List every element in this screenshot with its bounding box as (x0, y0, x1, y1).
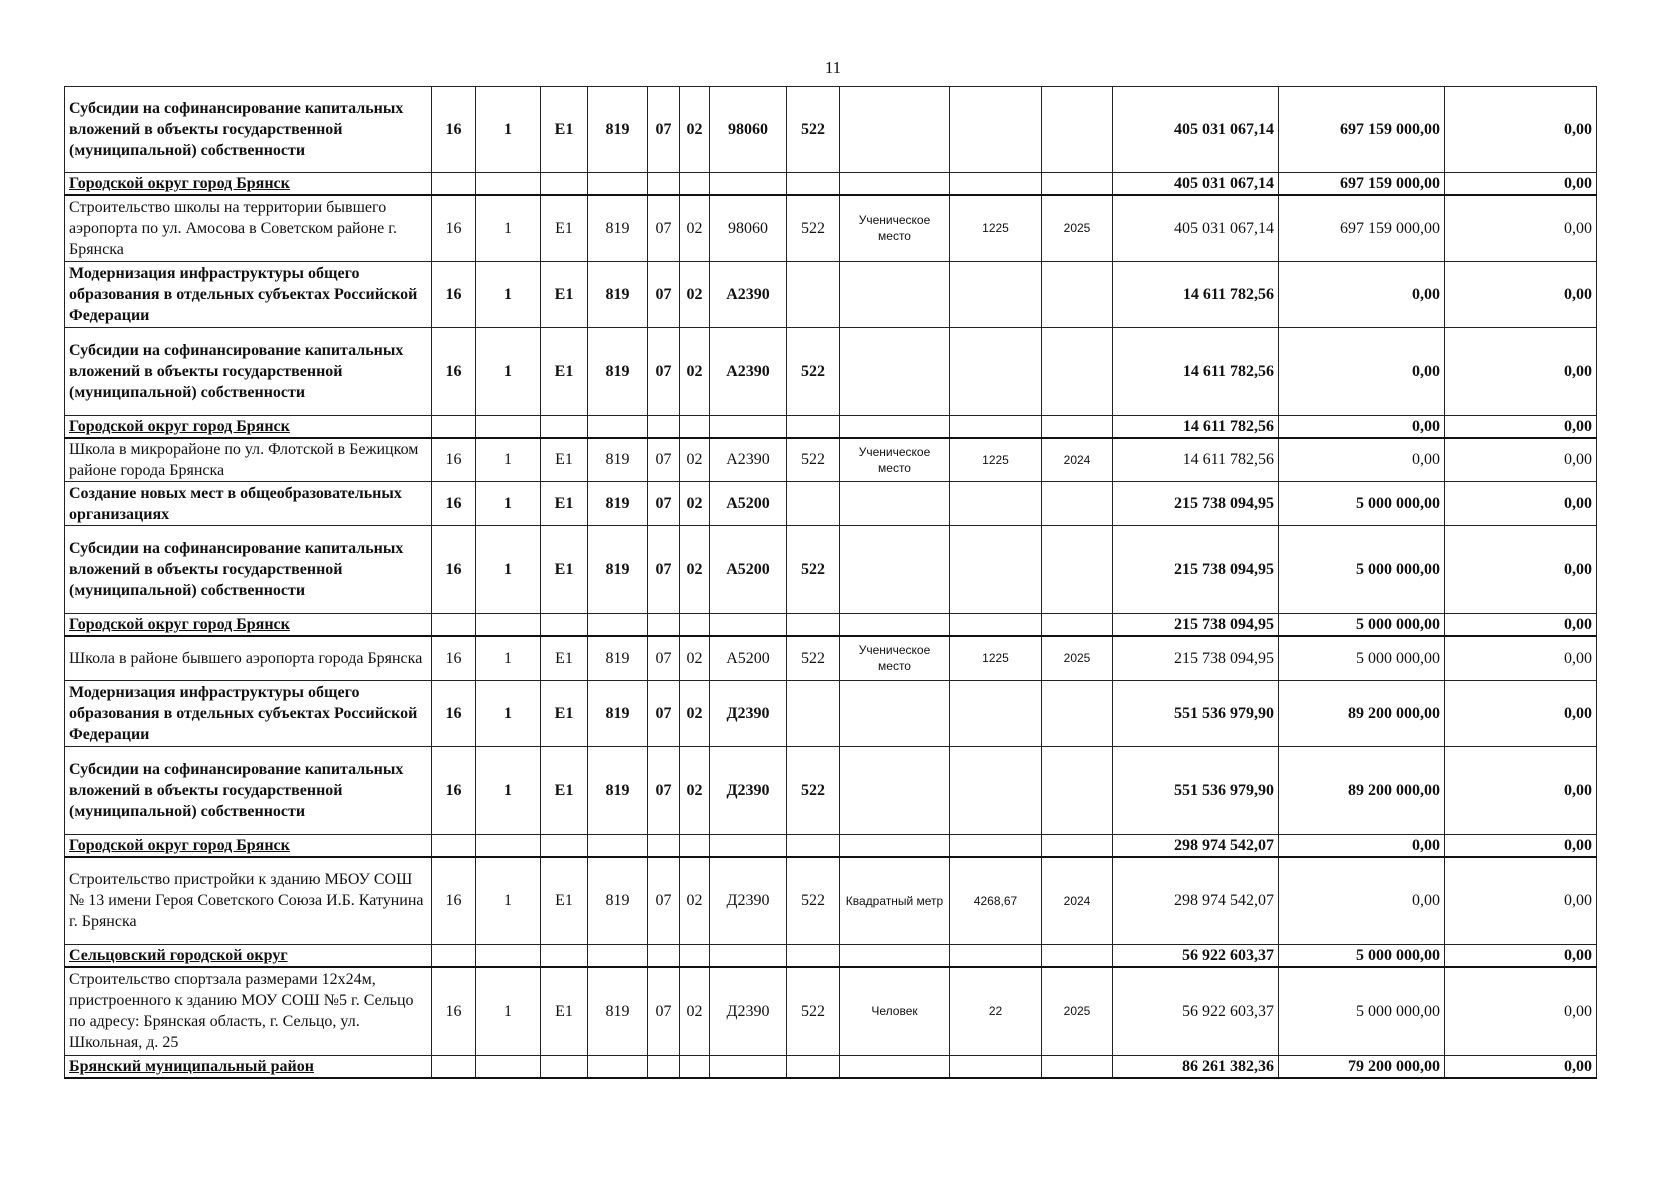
code-cell: 522 (787, 195, 840, 261)
table-body (65, 87, 1597, 1078)
code-cell: 02 (680, 967, 710, 1055)
amount-cell: 697 159 000,00 (1279, 195, 1445, 261)
amount-cell: 0,00 (1445, 945, 1597, 968)
code-cell: 1 (476, 195, 541, 261)
unit-cell: Ученическое место (840, 438, 950, 482)
amount-cell: 89 200 000,00 (1279, 680, 1445, 746)
year-cell (1042, 415, 1113, 438)
code-cell (680, 834, 710, 857)
code-cell: 16 (432, 327, 476, 415)
amount-cell: 0,00 (1445, 857, 1597, 945)
unit-cell (840, 834, 950, 857)
code-cell: A2390 (710, 261, 787, 327)
quantity-cell (950, 327, 1042, 415)
table-row (65, 746, 1597, 834)
quantity-cell (950, 173, 1042, 196)
unit-cell: Человек (840, 967, 950, 1055)
budget-table (64, 86, 1597, 1079)
code-cell: 07 (648, 636, 680, 680)
code-cell (648, 1055, 680, 1078)
code-cell: 98060 (710, 195, 787, 261)
unit-cell (840, 614, 950, 637)
code-cell: Д2390 (710, 746, 787, 834)
code-cell (476, 834, 541, 857)
code-cell: 819 (588, 261, 648, 327)
code-cell (648, 173, 680, 196)
code-cell: 16 (432, 261, 476, 327)
table-row (65, 834, 1597, 857)
table-row (65, 967, 1597, 1055)
code-cell: A2390 (710, 438, 787, 482)
amount-cell: 0,00 (1445, 1055, 1597, 1078)
amount-cell: 298 974 542,07 (1113, 857, 1279, 945)
year-cell (1042, 173, 1113, 196)
quantity-cell (950, 261, 1042, 327)
code-cell: 522 (787, 526, 840, 614)
code-cell (787, 834, 840, 857)
code-cell: 819 (588, 680, 648, 746)
amount-cell: 56 922 603,37 (1113, 967, 1279, 1055)
code-cell: 16 (432, 195, 476, 261)
amount-cell: 0,00 (1445, 482, 1597, 526)
row-name-cell: Городской округ город Брянск (65, 834, 432, 857)
quantity-cell (950, 834, 1042, 857)
amount-cell: 5 000 000,00 (1279, 614, 1445, 637)
code-cell (787, 482, 840, 526)
table-row (65, 614, 1597, 637)
code-cell: 02 (680, 261, 710, 327)
code-cell: Д2390 (710, 857, 787, 945)
quantity-cell (950, 614, 1042, 637)
code-cell: 16 (432, 526, 476, 614)
unit-cell (840, 173, 950, 196)
amount-cell: 405 031 067,14 (1113, 195, 1279, 261)
quantity-cell: 1225 (950, 636, 1042, 680)
code-cell (787, 261, 840, 327)
code-cell: 07 (648, 857, 680, 945)
amount-cell: 86 261 382,36 (1113, 1055, 1279, 1078)
code-cell (787, 1055, 840, 1078)
code-cell: 07 (648, 261, 680, 327)
code-cell: 02 (680, 526, 710, 614)
table-row (65, 636, 1597, 680)
code-cell (541, 173, 588, 196)
amount-cell: 551 536 979,90 (1113, 746, 1279, 834)
quantity-cell (950, 1055, 1042, 1078)
code-cell (588, 415, 648, 438)
code-cell (541, 614, 588, 637)
code-cell (432, 834, 476, 857)
table-row (65, 438, 1597, 482)
row-name-cell: Строительство пристройки к зданию МБОУ СОШ № 13 имени Героя Советского Союза И.Б. Катунина г. Брянска (65, 857, 432, 945)
code-cell: 02 (680, 482, 710, 526)
code-cell: 819 (588, 857, 648, 945)
amount-cell: 5 000 000,00 (1279, 482, 1445, 526)
amount-cell: 0,00 (1445, 614, 1597, 637)
code-cell (787, 680, 840, 746)
code-cell: 16 (432, 680, 476, 746)
unit-cell (840, 945, 950, 968)
year-cell (1042, 1055, 1113, 1078)
code-cell (787, 614, 840, 637)
unit-cell (840, 482, 950, 526)
code-cell: 1 (476, 438, 541, 482)
year-cell (1042, 680, 1113, 746)
code-cell: 1 (476, 746, 541, 834)
code-cell: 16 (432, 87, 476, 173)
unit-cell (840, 327, 950, 415)
amount-cell: 0,00 (1445, 967, 1597, 1055)
quantity-cell (950, 680, 1042, 746)
amount-cell: 215 738 094,95 (1113, 482, 1279, 526)
code-cell: 819 (588, 482, 648, 526)
row-name-cell: Субсидии на софинансирование капитальных вложений в объекты государственной (муниципальной) собственности (65, 526, 432, 614)
amount-cell: 14 611 782,56 (1113, 327, 1279, 415)
code-cell (710, 173, 787, 196)
amount-cell: 0,00 (1445, 261, 1597, 327)
amount-cell: 0,00 (1279, 415, 1445, 438)
quantity-cell: 22 (950, 967, 1042, 1055)
table-row (65, 87, 1597, 173)
code-cell (710, 1055, 787, 1078)
code-cell: E1 (541, 526, 588, 614)
code-cell: E1 (541, 327, 588, 415)
code-cell: 02 (680, 636, 710, 680)
code-cell: 02 (680, 438, 710, 482)
code-cell: E1 (541, 680, 588, 746)
amount-cell: 0,00 (1445, 680, 1597, 746)
row-name-cell: Брянский муниципальный район (65, 1055, 432, 1078)
year-cell (1042, 87, 1113, 173)
amount-cell: 697 159 000,00 (1279, 173, 1445, 196)
code-cell: 819 (588, 746, 648, 834)
row-name-cell: Субсидии на софинансирование капитальных вложений в объекты государственной (муниципальной) собственности (65, 327, 432, 415)
code-cell: E1 (541, 438, 588, 482)
code-cell: 1 (476, 680, 541, 746)
code-cell: 16 (432, 438, 476, 482)
quantity-cell (950, 526, 1042, 614)
year-cell: 2024 (1042, 857, 1113, 945)
code-cell (710, 415, 787, 438)
code-cell (541, 945, 588, 968)
amount-cell: 0,00 (1445, 415, 1597, 438)
code-cell: 1 (476, 327, 541, 415)
row-name-cell: Субсидии на софинансирование капитальных вложений в объекты государственной (муниципальной) собственности (65, 87, 432, 173)
unit-cell (840, 87, 950, 173)
code-cell (648, 614, 680, 637)
code-cell: 1 (476, 87, 541, 173)
code-cell (476, 173, 541, 196)
amount-cell: 405 031 067,14 (1113, 173, 1279, 196)
code-cell (588, 834, 648, 857)
quantity-cell (950, 415, 1042, 438)
code-cell (541, 834, 588, 857)
amount-cell: 215 738 094,95 (1113, 614, 1279, 637)
code-cell: 522 (787, 746, 840, 834)
row-name-cell: Городской округ город Брянск (65, 614, 432, 637)
code-cell (648, 945, 680, 968)
code-cell: 07 (648, 327, 680, 415)
code-cell: 07 (648, 680, 680, 746)
code-cell: Д2390 (710, 967, 787, 1055)
quantity-cell (950, 746, 1042, 834)
page-number: 11 (824, 58, 842, 77)
year-cell (1042, 746, 1113, 834)
code-cell: 819 (588, 967, 648, 1055)
row-name-cell: Строительство спортзала размерами 12х24м, пристроенного к зданию МОУ СОШ №5 г. Сельцо по адресу: Брянская область, г. Сельцо, ул. Школьная, д. 25 (65, 967, 432, 1055)
table-row (65, 482, 1597, 526)
unit-cell: Ученическое место (840, 195, 950, 261)
code-cell: 522 (787, 438, 840, 482)
amount-cell: 79 200 000,00 (1279, 1055, 1445, 1078)
year-cell (1042, 614, 1113, 637)
code-cell (680, 614, 710, 637)
code-cell: 07 (648, 195, 680, 261)
code-cell: 02 (680, 746, 710, 834)
code-cell: 02 (680, 195, 710, 261)
code-cell: 16 (432, 967, 476, 1055)
code-cell (787, 415, 840, 438)
unit-cell (840, 746, 950, 834)
code-cell (432, 1055, 476, 1078)
amount-cell: 405 031 067,14 (1113, 87, 1279, 173)
code-cell (710, 834, 787, 857)
code-cell: 522 (787, 967, 840, 1055)
table-row (65, 1055, 1597, 1078)
code-cell (476, 614, 541, 637)
amount-cell: 0,00 (1445, 173, 1597, 196)
code-cell (588, 945, 648, 968)
row-name-cell: Модернизация инфраструктуры общего образования в отдельных субъектах Российской Федерации (65, 680, 432, 746)
table-row (65, 857, 1597, 945)
quantity-cell (950, 482, 1042, 526)
code-cell: E1 (541, 482, 588, 526)
amount-cell: 215 738 094,95 (1113, 636, 1279, 680)
amount-cell: 0,00 (1445, 636, 1597, 680)
unit-cell (840, 261, 950, 327)
year-cell (1042, 945, 1113, 968)
amount-cell: 0,00 (1279, 834, 1445, 857)
code-cell: A5200 (710, 482, 787, 526)
quantity-cell (950, 945, 1042, 968)
table-row (65, 327, 1597, 415)
amount-cell: 5 000 000,00 (1279, 967, 1445, 1055)
table-row (65, 680, 1597, 746)
code-cell: 1 (476, 526, 541, 614)
code-cell: 522 (787, 87, 840, 173)
amount-cell: 551 536 979,90 (1113, 680, 1279, 746)
code-cell: 07 (648, 526, 680, 614)
code-cell: 1 (476, 967, 541, 1055)
code-cell (710, 614, 787, 637)
code-cell: 1 (476, 261, 541, 327)
amount-cell: 298 974 542,07 (1113, 834, 1279, 857)
amount-cell: 89 200 000,00 (1279, 746, 1445, 834)
code-cell: Д2390 (710, 680, 787, 746)
amount-cell: 0,00 (1445, 327, 1597, 415)
amount-cell: 0,00 (1279, 261, 1445, 327)
amount-cell: 0,00 (1445, 438, 1597, 482)
row-name-cell: Школа в микрорайоне по ул. Флотской в Бежицком районе города Брянска (65, 438, 432, 482)
amount-cell: 0,00 (1445, 746, 1597, 834)
year-cell: 2025 (1042, 195, 1113, 261)
unit-cell (840, 1055, 950, 1078)
code-cell: 819 (588, 636, 648, 680)
code-cell: 07 (648, 438, 680, 482)
code-cell: 819 (588, 327, 648, 415)
code-cell (432, 173, 476, 196)
quantity-cell: 1225 (950, 195, 1042, 261)
code-cell (680, 1055, 710, 1078)
code-cell (476, 1055, 541, 1078)
code-cell (787, 173, 840, 196)
amount-cell: 56 922 603,37 (1113, 945, 1279, 968)
row-name-cell: Модернизация инфраструктуры общего образования в отдельных субъектах Российской Федерации (65, 261, 432, 327)
amount-cell: 0,00 (1445, 87, 1597, 173)
code-cell: 16 (432, 482, 476, 526)
table-row (65, 195, 1597, 261)
amount-cell: 0,00 (1279, 438, 1445, 482)
amount-cell: 5 000 000,00 (1279, 945, 1445, 968)
table-row (65, 945, 1597, 968)
year-cell (1042, 261, 1113, 327)
year-cell (1042, 834, 1113, 857)
code-cell (476, 945, 541, 968)
code-cell: E1 (541, 195, 588, 261)
amount-cell: 0,00 (1445, 526, 1597, 614)
code-cell: 02 (680, 857, 710, 945)
code-cell: 02 (680, 327, 710, 415)
code-cell: 819 (588, 195, 648, 261)
code-cell: A5200 (710, 636, 787, 680)
amount-cell: 215 738 094,95 (1113, 526, 1279, 614)
amount-cell: 5 000 000,00 (1279, 636, 1445, 680)
quantity-cell: 1225 (950, 438, 1042, 482)
code-cell: 819 (588, 438, 648, 482)
table-row (65, 173, 1597, 196)
year-cell: 2025 (1042, 967, 1113, 1055)
code-cell (648, 415, 680, 438)
code-cell (476, 415, 541, 438)
unit-cell: Квадратный метр (840, 857, 950, 945)
code-cell: E1 (541, 636, 588, 680)
year-cell (1042, 526, 1113, 614)
code-cell (432, 945, 476, 968)
code-cell: A5200 (710, 526, 787, 614)
table-row (65, 415, 1597, 438)
code-cell (648, 834, 680, 857)
row-name-cell: Сельцовский городской округ (65, 945, 432, 968)
year-cell (1042, 482, 1113, 526)
year-cell: 2024 (1042, 438, 1113, 482)
code-cell: 522 (787, 857, 840, 945)
code-cell (432, 415, 476, 438)
row-name-cell: Городской округ город Брянск (65, 173, 432, 196)
code-cell: E1 (541, 261, 588, 327)
amount-cell: 0,00 (1445, 195, 1597, 261)
code-cell (541, 1055, 588, 1078)
code-cell: 02 (680, 87, 710, 173)
code-cell: 1 (476, 857, 541, 945)
code-cell: 07 (648, 746, 680, 834)
code-cell: E1 (541, 87, 588, 173)
amount-cell: 14 611 782,56 (1113, 438, 1279, 482)
code-cell (588, 614, 648, 637)
code-cell (588, 173, 648, 196)
amount-cell: 0,00 (1279, 327, 1445, 415)
unit-cell (840, 680, 950, 746)
code-cell: 07 (648, 967, 680, 1055)
amount-cell: 0,00 (1445, 834, 1597, 857)
row-name-cell: Строительство школы на территории бывшего аэропорта по ул. Амосова в Советском районе г. Брянска (65, 195, 432, 261)
code-cell: 1 (476, 636, 541, 680)
code-cell: 07 (648, 482, 680, 526)
quantity-cell: 4268,67 (950, 857, 1042, 945)
code-cell: 98060 (710, 87, 787, 173)
table-row (65, 261, 1597, 327)
amount-cell: 14 611 782,56 (1113, 415, 1279, 438)
code-cell: 522 (787, 327, 840, 415)
code-cell: A2390 (710, 327, 787, 415)
row-name-cell: Школа в районе бывшего аэропорта города Брянска (65, 636, 432, 680)
code-cell: 16 (432, 636, 476, 680)
table-row (65, 526, 1597, 614)
code-cell (541, 415, 588, 438)
code-cell: 819 (588, 87, 648, 173)
amount-cell: 0,00 (1279, 857, 1445, 945)
code-cell: 16 (432, 746, 476, 834)
code-cell (710, 945, 787, 968)
code-cell: E1 (541, 746, 588, 834)
row-name-cell: Городской округ город Брянск (65, 415, 432, 438)
code-cell (432, 614, 476, 637)
amount-cell: 14 611 782,56 (1113, 261, 1279, 327)
year-cell: 2025 (1042, 636, 1113, 680)
code-cell (680, 415, 710, 438)
row-name-cell: Создание новых мест в общеобразовательных организациях (65, 482, 432, 526)
unit-cell: Ученическое место (840, 636, 950, 680)
code-cell (588, 1055, 648, 1078)
code-cell: 819 (588, 526, 648, 614)
code-cell (787, 945, 840, 968)
quantity-cell (950, 87, 1042, 173)
code-cell: 02 (680, 680, 710, 746)
code-cell: E1 (541, 857, 588, 945)
code-cell: 1 (476, 482, 541, 526)
code-cell: 16 (432, 857, 476, 945)
year-cell (1042, 327, 1113, 415)
amount-cell: 697 159 000,00 (1279, 87, 1445, 173)
amount-cell: 5 000 000,00 (1279, 526, 1445, 614)
code-cell (680, 173, 710, 196)
code-cell: E1 (541, 967, 588, 1055)
unit-cell (840, 526, 950, 614)
unit-cell (840, 415, 950, 438)
code-cell: 522 (787, 636, 840, 680)
code-cell: 07 (648, 87, 680, 173)
row-name-cell: Субсидии на софинансирование капитальных вложений в объекты государственной (муниципальной) собственности (65, 746, 432, 834)
code-cell (680, 945, 710, 968)
